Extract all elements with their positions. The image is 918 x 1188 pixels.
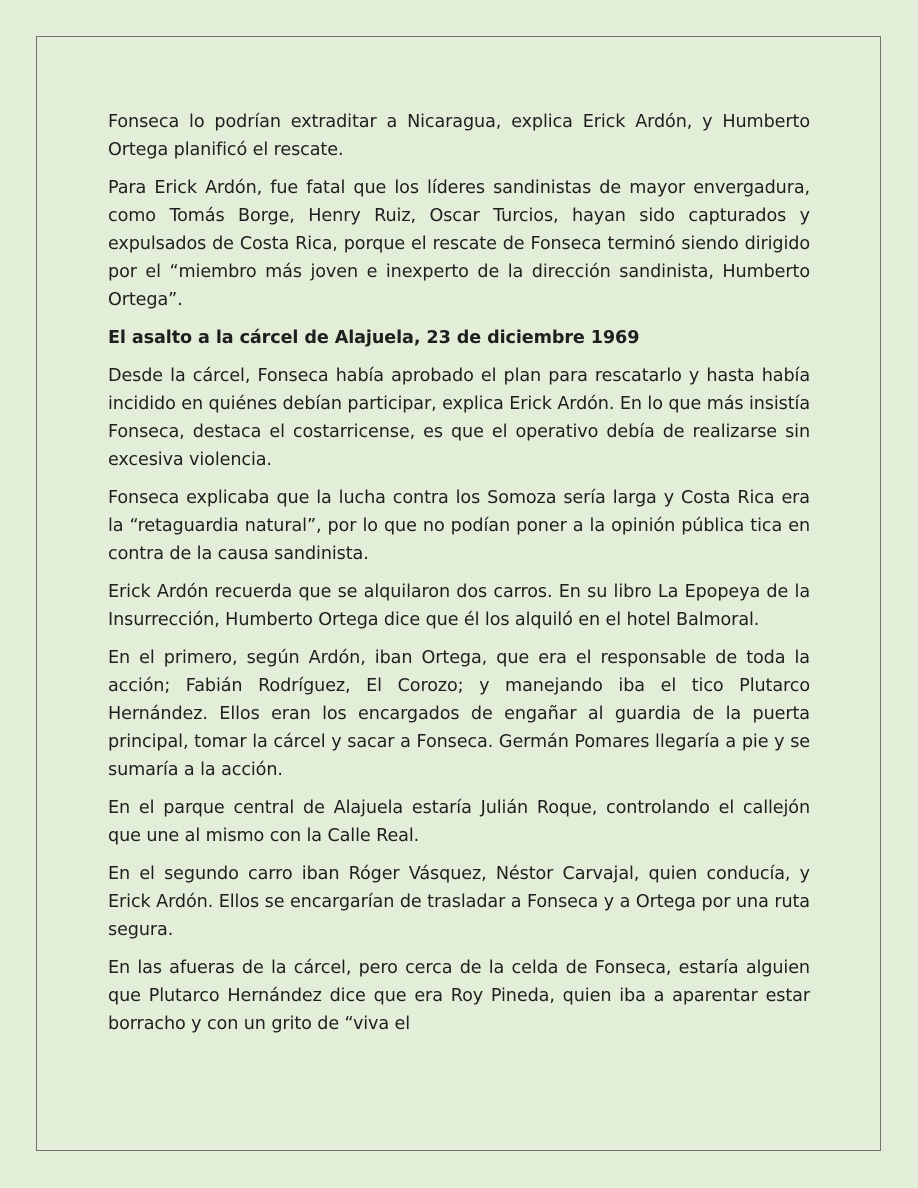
document-body (108, 108, 810, 1048)
section-heading: El asalto a la cárcel de Alajuela, 23 de diciembre 1969 (108, 328, 640, 348)
paragraph: Erick Ardón recuerda que se alquilaron dos carros. En su libro La Epopeya de la Insurrección, Humberto Ortega dice que él los alquiló en el hotel Balmoral. (108, 582, 810, 630)
paragraph: En el parque central de Alajuela estaría Julián Roque, controlando el callejón que une al mismo con la Calle Real. (108, 798, 810, 846)
paragraph: Fonseca explicaba que la lucha contra los Somoza sería larga y Costa Rica era la “retaguardia natural”, por lo que no podían poner a la opinión pública tica en contra de la causa sandinista. (108, 488, 810, 564)
paragraph: Para Erick Ardón, fue fatal que los líderes sandinistas de mayor envergadura, como Tomás Borge, Henry Ruiz, Oscar Turcios, hayan sido capturados y expulsados de Costa Rica, porque el rescate de Fonseca terminó siendo dirigido por el “miembro más joven e inexperto de la dirección sandinista, Humberto Ortega”. (108, 178, 810, 310)
paragraph: Fonseca lo podrían extraditar a Nicaragua, explica Erick Ardón, y Humberto Ortega planificó el rescate. (108, 112, 810, 160)
paragraph: Desde la cárcel, Fonseca había aprobado el plan para rescatarlo y hasta había incidido en quiénes debían participar, explica Erick Ardón. En lo que más insistía Fonseca, destaca el costarricense, es que el operativo debía de realizarse sin excesiva violencia. (108, 366, 810, 470)
paragraph: En las afueras de la cárcel, pero cerca de la celda de Fonseca, estaría alguien que Plutarco Hernández dice que era Roy Pineda, quien iba a aparentar estar borracho y con un grito de “viva el (108, 958, 810, 1034)
paragraph: En el primero, según Ardón, iban Ortega, que era el responsable de toda la acción; Fabián Rodríguez, El Corozo; y manejando iba el tico Plutarco Hernández. Ellos eran los encargados de engañar al guardia de la puerta principal, tomar la cárcel y sacar a Fonseca. Germán Pomares llegaría a pie y se sumaría a la acción. (108, 648, 810, 780)
paragraph: En el segundo carro iban Róger Vásquez, Néstor Carvajal, quien conducía, y Erick Ardón. Ellos se encargarían de trasladar a Fonseca y a Ortega por una ruta segura. (108, 864, 810, 940)
